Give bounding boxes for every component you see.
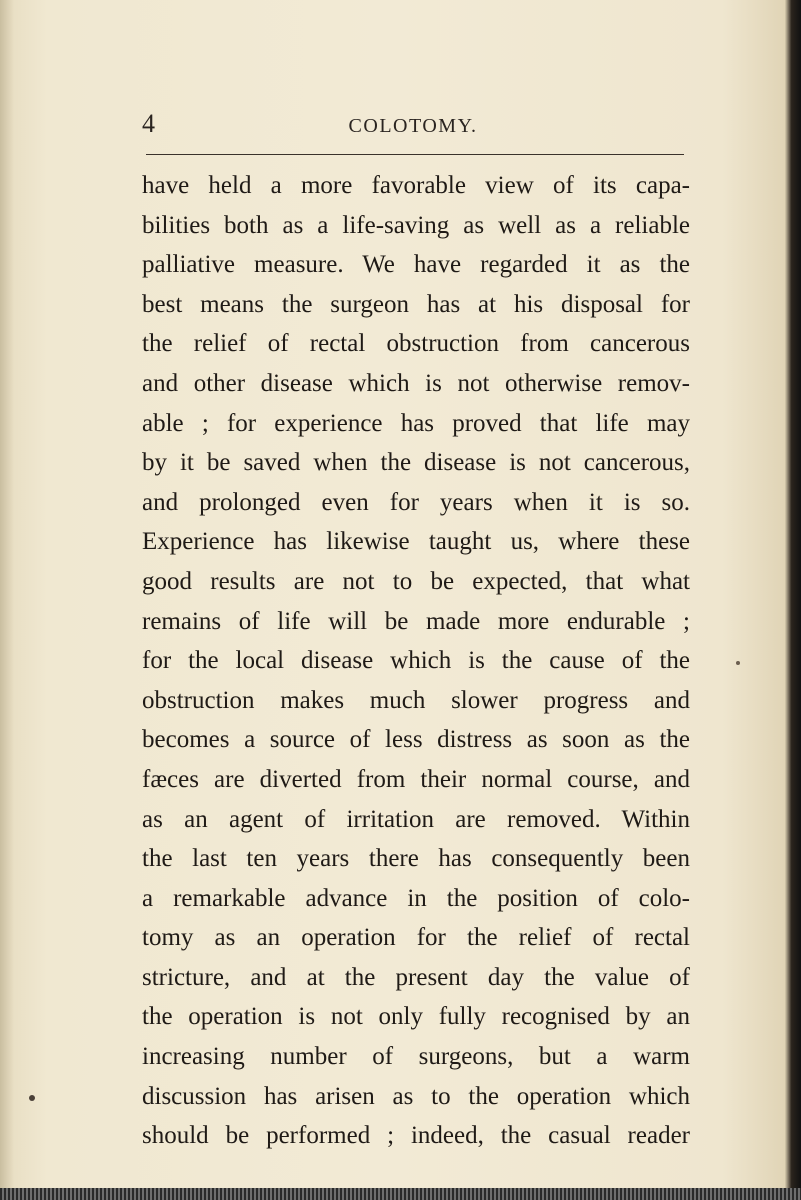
speck (736, 661, 740, 665)
text-line: by it be saved when the disease is not cancerous, (142, 449, 690, 477)
text-line: fæces are diverted from their normal course, and (142, 765, 690, 793)
text-line: the last ten years there has consequently been (142, 845, 690, 873)
text-line: palliative measure. We have regarded it as the (142, 251, 690, 279)
text-line: able ; for experience has proved that life may (142, 409, 690, 437)
page-bottom-edge (0, 1188, 801, 1200)
text-line: stricture, and at the present day the value of (142, 963, 690, 991)
text-line: have held a more favorable view of its capa- (142, 172, 690, 199)
text-line: a remarkable advance in the position of colo- (142, 884, 690, 912)
running-title: COLOTOMY. (348, 115, 478, 137)
text-line: for the local disease which is the cause of the (142, 647, 690, 675)
text-line: remains of life will be made more endurable ; (142, 607, 690, 635)
text-line: the relief of rectal obstruction from cancerous (142, 330, 690, 358)
text-line: should be performed ; indeed, the casual reader (142, 1122, 690, 1150)
text-line: tomy as an operation for the relief of rectal (142, 924, 690, 952)
page-edge (785, 0, 801, 1200)
text-line: and prolonged even for years when it is so. (142, 488, 690, 516)
text-line: as an agent of irritation are removed. Within (142, 805, 690, 833)
text-line: bilities both as a life-saving as well as a reliable (142, 211, 690, 239)
text-line: good results are not to be expected, that what (142, 567, 690, 595)
header-rule (146, 154, 684, 155)
body-text (142, 166, 690, 1156)
text-line: obstruction makes much slower progress and (142, 686, 690, 714)
page-number: 4 (142, 109, 155, 138)
speck (29, 1095, 35, 1101)
text-line: best means the surgeon has at his disposal for (142, 290, 690, 318)
text-line: discussion has arisen as to the operation which (142, 1082, 690, 1110)
text-line: Experience has likewise taught us, where these (142, 528, 690, 556)
text-line: the operation is not only fully recognised by an (142, 1003, 690, 1031)
page-header (142, 110, 684, 144)
text-line: becomes a source of less distress as soon as the (142, 726, 690, 754)
page-gutter-shadow (0, 0, 14, 1188)
text-line: and other disease which is not otherwise remov- (142, 369, 690, 397)
text-line: increasing number of surgeons, but a warm (142, 1043, 690, 1071)
